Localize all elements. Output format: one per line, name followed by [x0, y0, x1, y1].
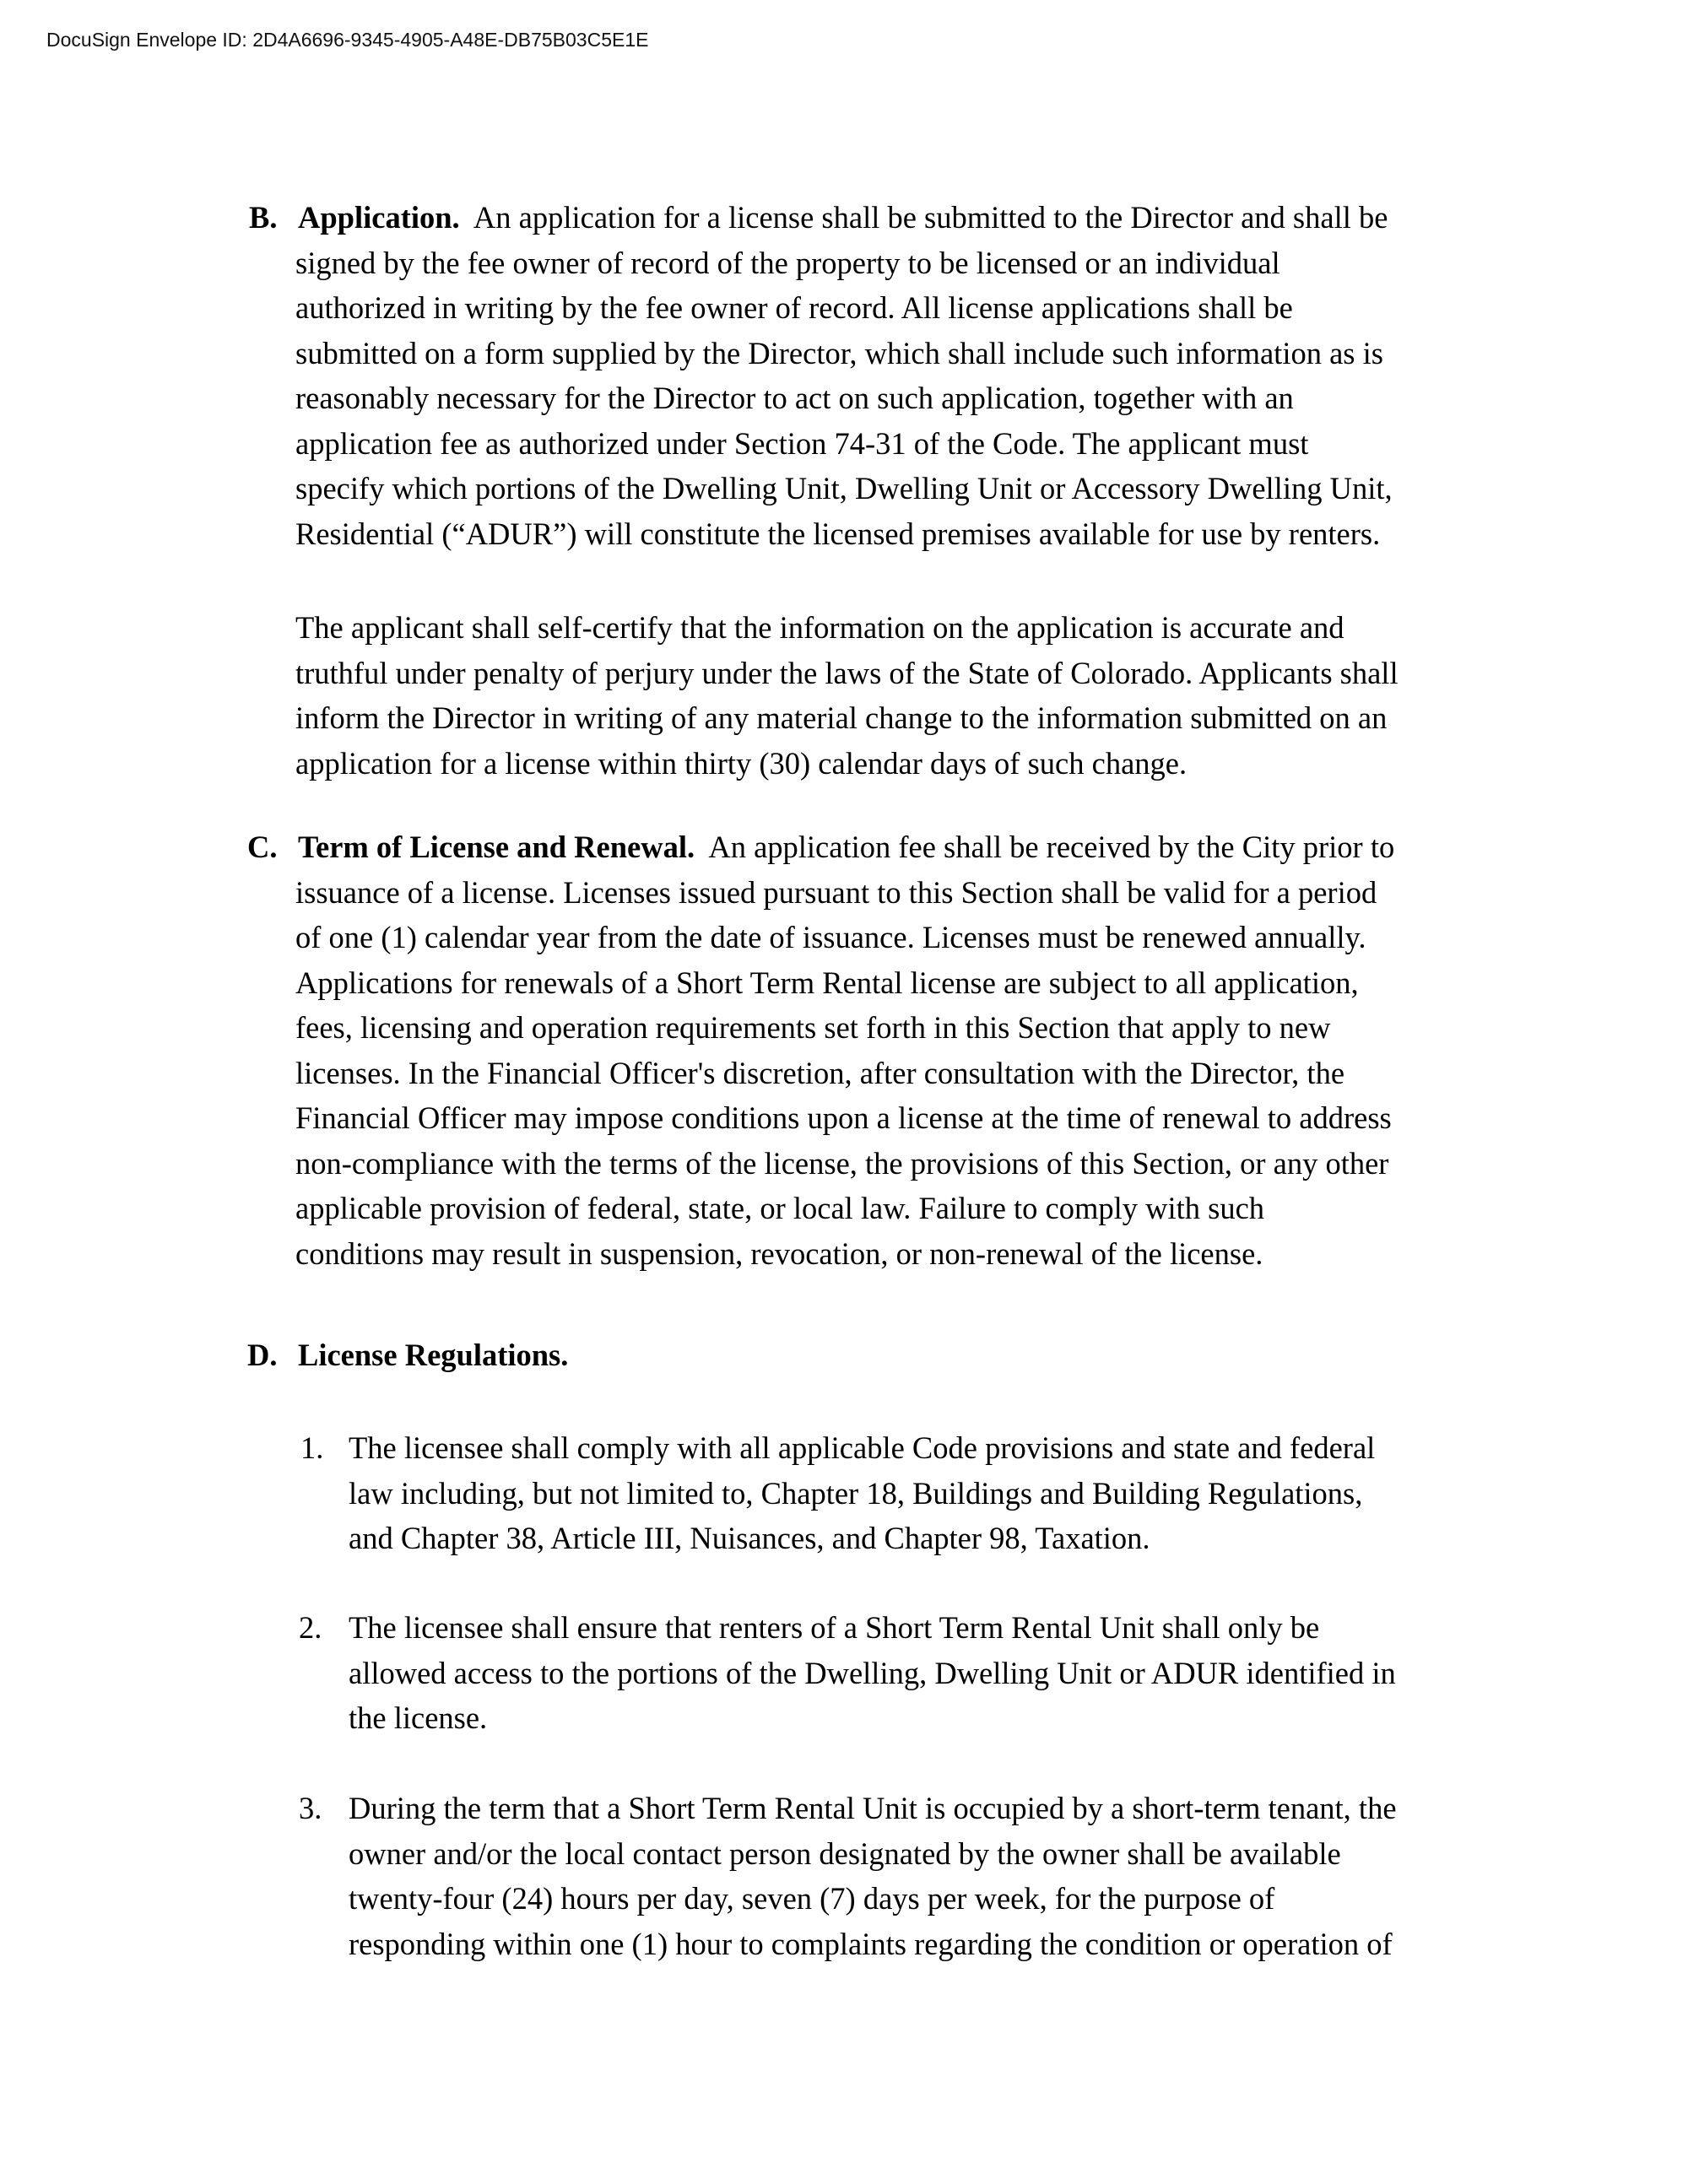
item-number: 1.: [300, 1430, 324, 1465]
section-c-line: Financial Officer may impose conditions upon a license at the time of renewal to address: [295, 1100, 1392, 1135]
section-c-line: issuance of a license. Licenses issued pursuant to this Section shall be valid for a period: [295, 874, 1377, 910]
section-b-heading: Application.: [298, 200, 460, 235]
item-line: twenty-four (24) hours per day, seven (7) days per week, for the purpose of: [349, 1881, 1275, 1916]
docusign-envelope-id: DocuSign Envelope ID: 2D4A6696-9345-4905-A48E-DB75B03C5E1E: [46, 29, 649, 51]
section-b-line-1: [298, 195, 1388, 241]
section-b-text: An application for a license shall be submitted to the Director and shall be: [473, 200, 1388, 235]
item-number: 3.: [299, 1791, 322, 1825]
section-c-line: fees, licensing and operation requirements set forth in this Section that apply to new: [295, 1010, 1331, 1045]
section-b-label: B.: [249, 200, 278, 235]
item-number: 2.: [299, 1610, 322, 1645]
section-c-label: C.: [247, 830, 278, 864]
section-c-heading: Term of License and Renewal.: [298, 830, 695, 864]
section-c-line-1: [298, 824, 1394, 870]
item-line: The licensee shall comply with all applicable Code provisions and state and federal: [349, 1430, 1376, 1465]
section-c-line: Applications for renewals of a Short Term Rental license are subject to all application,: [295, 965, 1359, 1000]
section-b-line: specify which portions of the Dwelling Unit, Dwelling Unit or Accessory Dwelling Unit,: [295, 471, 1393, 505]
section-c-line: applicable provision of federal, state, or local law. Failure to comply with such: [295, 1191, 1265, 1225]
section-b-paragraph2-line: application for a license within thirty (30) calendar days of such change.: [295, 745, 1188, 781]
section-b-paragraph2-line: The applicant shall self-certify that the information on the application is accurate and: [295, 610, 1344, 645]
section-c-line: licenses. In the Financial Officer's discretion, after consultation with the Director, the: [295, 1055, 1345, 1090]
section-d-label: D.: [247, 1338, 278, 1372]
section-b-paragraph2-line: truthful under penalty of perjury under the laws of the State of Colorado. Applicants shall: [295, 655, 1399, 690]
item-line: The licensee shall ensure that renters of a Short Term Rental Unit shall only be: [349, 1610, 1320, 1645]
section-c-line: non-compliance with the terms of the license, the provisions of this Section, or any other: [295, 1145, 1389, 1181]
section-b-line: reasonably necessary for the Director to act on such application, together with an: [295, 381, 1294, 415]
item-line: During the term that a Short Term Rental Unit is occupied by a short-term tenant, the: [349, 1791, 1397, 1825]
section-c-line: conditions may result in suspension, revocation, or non-renewal of the license.: [295, 1235, 1263, 1271]
section-b-line: application fee as authorized under Section 74-31 of the Code. The applicant must: [295, 425, 1309, 461]
section-b-line: authorized in writing by the fee owner of record. All license applications shall be: [295, 290, 1293, 325]
section-c-text: An application fee shall be received by the City prior to: [708, 830, 1395, 864]
section-b-paragraph2-line: inform the Director in writing of any material change to the information submitted on an: [295, 700, 1388, 735]
item-line: allowed access to the portions of the Dwelling, Dwelling Unit or ADUR identified in: [349, 1655, 1396, 1690]
item-line: and Chapter 38, Article III, Nuisances, and Chapter 98, Taxation.: [349, 1521, 1150, 1555]
item-line: the license.: [349, 1700, 488, 1735]
item-line: responding within one (1) hour to complaints regarding the condition or operation of: [349, 1926, 1393, 1961]
section-b-line: Residential (“ADUR”) will constitute the licensed premises available for use by renters.: [295, 516, 1381, 551]
section-c-line: of one (1) calendar year from the date of issuance. Licenses must be renewed annually.: [295, 920, 1366, 954]
section-d-heading: License Regulations.: [298, 1338, 569, 1372]
section-b-line: submitted on a form supplied by the Director, which shall include such information as is: [295, 335, 1383, 370]
item-line: law including, but not limited to, Chapter 18, Buildings and Building Regulations,: [349, 1475, 1363, 1511]
section-b-line: signed by the fee owner of record of the property to be licensed or an individual: [295, 245, 1280, 280]
item-line: owner and/or the local contact person designated by the owner shall be available: [349, 1835, 1341, 1871]
